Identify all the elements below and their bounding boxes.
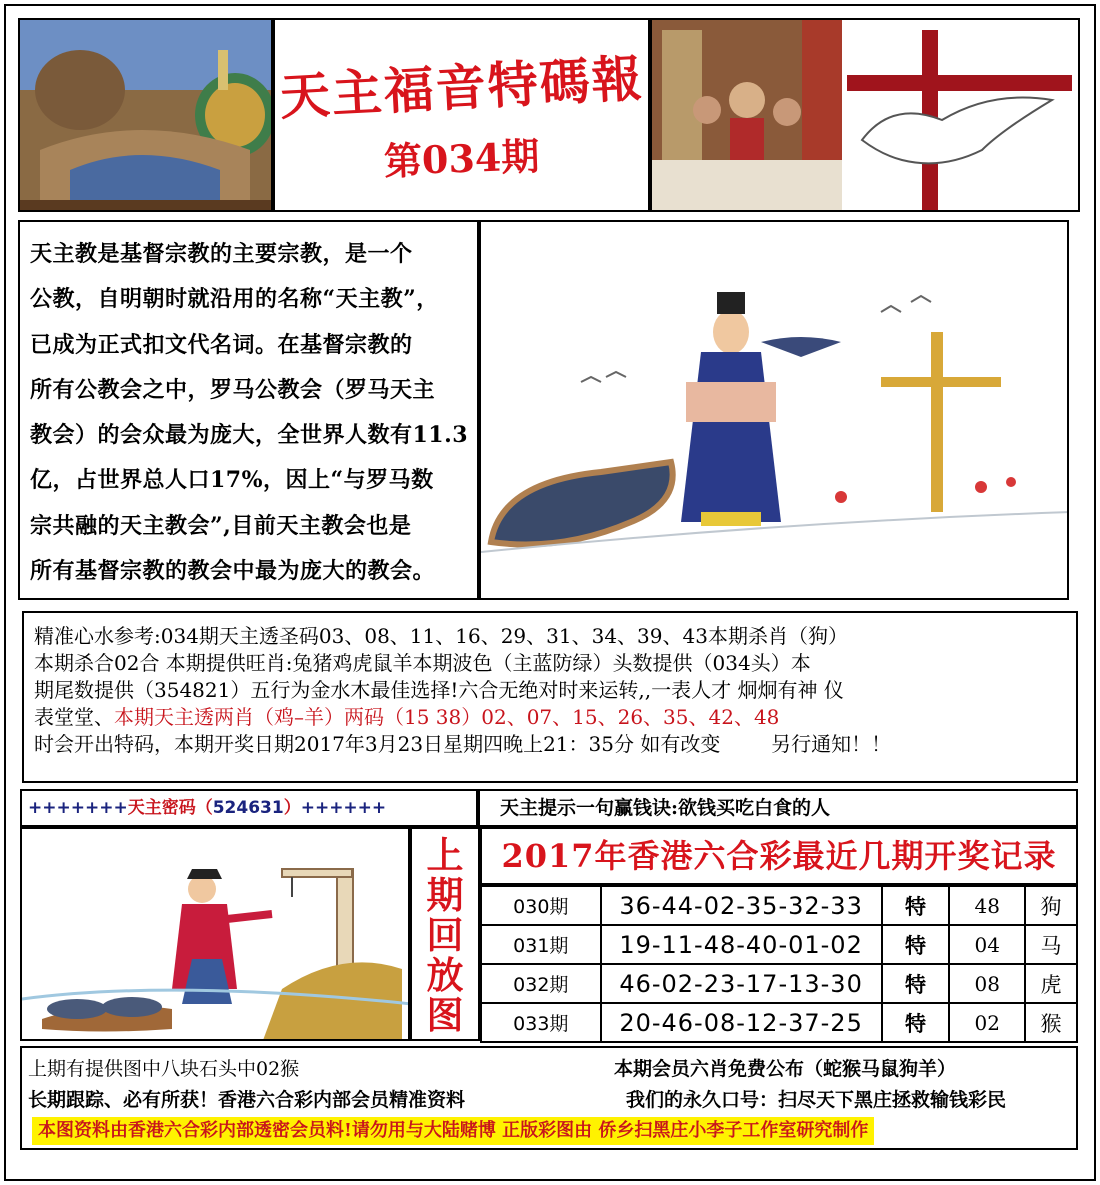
footer-motto: 我们的永久口号：扫尽天下黑庄拯救输钱彩民 <box>626 1089 1007 1111</box>
code-prefix: +++++++ <box>28 798 128 818</box>
special-number-cell: 04 <box>949 925 1025 964</box>
footer-slogan: 长期跟踪、必有所获！香港六合彩内部会员精准资料 <box>28 1089 466 1111</box>
last-issue-replay-label <box>410 827 480 1041</box>
girl-with-bird-image <box>479 220 1069 600</box>
replay-char: 回 <box>426 913 464 957</box>
results-table <box>480 885 1078 1043</box>
info-text: 表堂堂、 <box>34 705 114 729</box>
replay-char: 图 <box>426 993 464 1037</box>
numbers-cell: 20-46-08-12-37-25 <box>601 1003 882 1042</box>
results-title: 2017年香港六合彩最近几期开奖记录 <box>501 837 1057 875</box>
info-line: 时会开出特码，本期开奖日期2017年3月23日星期四晚上21：35分 如有改变 另行通知！！ <box>34 732 892 756</box>
special-number-cell: 02 <box>949 1003 1025 1042</box>
intro-line: 亿，占世界总人口17%，因上“与罗马数 <box>30 467 434 494</box>
intro-line: 所有公教会之中，罗马公教会（罗马天主 <box>30 376 436 403</box>
special-marker-cell: 特 <box>882 886 950 925</box>
issue-cell: 033期 <box>481 1003 601 1042</box>
info-box <box>22 611 1078 783</box>
intro-line: 已成为正式扣文代名词。在基督宗教的 <box>30 331 413 358</box>
secret-code: 524631 <box>212 798 284 818</box>
title-block <box>273 18 650 212</box>
table-row <box>481 964 1077 1003</box>
results-title-cell <box>480 827 1078 885</box>
issue-cell: 030期 <box>481 886 601 925</box>
page-title: 天主福音特碼報 <box>278 48 645 127</box>
special-marker-cell: 特 <box>882 925 950 964</box>
zodiac-cell: 猴 <box>1025 1003 1077 1042</box>
issue-cell: 032期 <box>481 964 601 1003</box>
table-row <box>481 886 1077 925</box>
code-suffix: ++++++ <box>300 798 387 818</box>
zodiac-cell: 马 <box>1025 925 1077 964</box>
secret-code-bar <box>20 789 478 827</box>
man-with-stones-image <box>20 827 410 1041</box>
intro-line: 宗共融的天主教会”,目前天主教会也是 <box>30 512 412 539</box>
info-highlight-text: 本期天主透两肖（鸡–羊）两码（15 38）02、07、15、26、35、42、48 <box>114 705 780 729</box>
issue-cell: 031期 <box>481 925 601 964</box>
intro-text-box <box>18 220 479 600</box>
numbers-cell: 36-44-02-35-32-33 <box>601 886 882 925</box>
special-number-cell: 48 <box>949 886 1025 925</box>
info-line: 本期杀合02合 本期提供旺肖:兔猪鸡虎鼠羊本期波色（主蓝防绿）头数提供（034头）本 <box>34 651 811 675</box>
intro-line: 所有基督宗教的教会中最为庞大的教会。 <box>30 558 436 585</box>
last-supper-cross-image <box>650 18 1080 212</box>
footer-note: 上期有提供图中八块石头中02猴 <box>28 1058 300 1080</box>
code-label: 天主密码（ <box>127 798 213 818</box>
footer <box>20 1046 1078 1150</box>
replay-char: 期 <box>426 873 464 917</box>
zodiac-cell: 狗 <box>1025 886 1077 925</box>
issue-number: 第034期 <box>383 133 540 184</box>
footer-member-zodiac: 本期会员六肖免费公布（蛇猴马鼠狗羊） <box>614 1058 957 1080</box>
intro-line: 公教，自明朝时就沿用的名称“天主教”， <box>30 286 439 313</box>
replay-char: 上 <box>426 833 464 877</box>
info-line: 期尾数提供（354821）五行为金水木最佳选择!六合无绝对时来运转,,一表人才 炯炯有神 仪 <box>34 678 844 702</box>
table-row <box>481 1003 1077 1042</box>
code-close: ） <box>283 798 301 818</box>
info-line <box>34 704 1068 731</box>
special-marker-cell: 特 <box>882 964 950 1003</box>
special-marker-cell: 特 <box>882 1003 950 1042</box>
intro-line: 天主教是基督宗教的主要宗教，是一个 <box>30 241 413 267</box>
church-dome-image <box>18 18 273 212</box>
special-number-cell: 08 <box>949 964 1025 1003</box>
info-line: 精准心水参考:034期天主透圣码03、08、11、16、29、31、34、39、43本期杀肖（狗） <box>34 624 848 648</box>
numbers-cell: 19-11-48-40-01-02 <box>601 925 882 964</box>
table-row <box>481 925 1077 964</box>
footer-banner: 本图资料由香港六合彩内部透密会员料!请勿用与大陆赌博 正版彩图由 侨乡扫黑庄小李子工作室研究制作 <box>32 1117 874 1145</box>
replay-char: 放 <box>426 953 464 997</box>
numbers-cell: 46-02-23-17-13-30 <box>601 964 882 1003</box>
hint-text: 天主提示一句赢钱诀:欲钱买吃白食的人 <box>500 797 831 819</box>
zodiac-cell: 虎 <box>1025 964 1077 1003</box>
hint-bar <box>478 789 1078 827</box>
intro-line: 教会）的会众最为庞大，全世界人数有11.3 <box>30 422 469 449</box>
